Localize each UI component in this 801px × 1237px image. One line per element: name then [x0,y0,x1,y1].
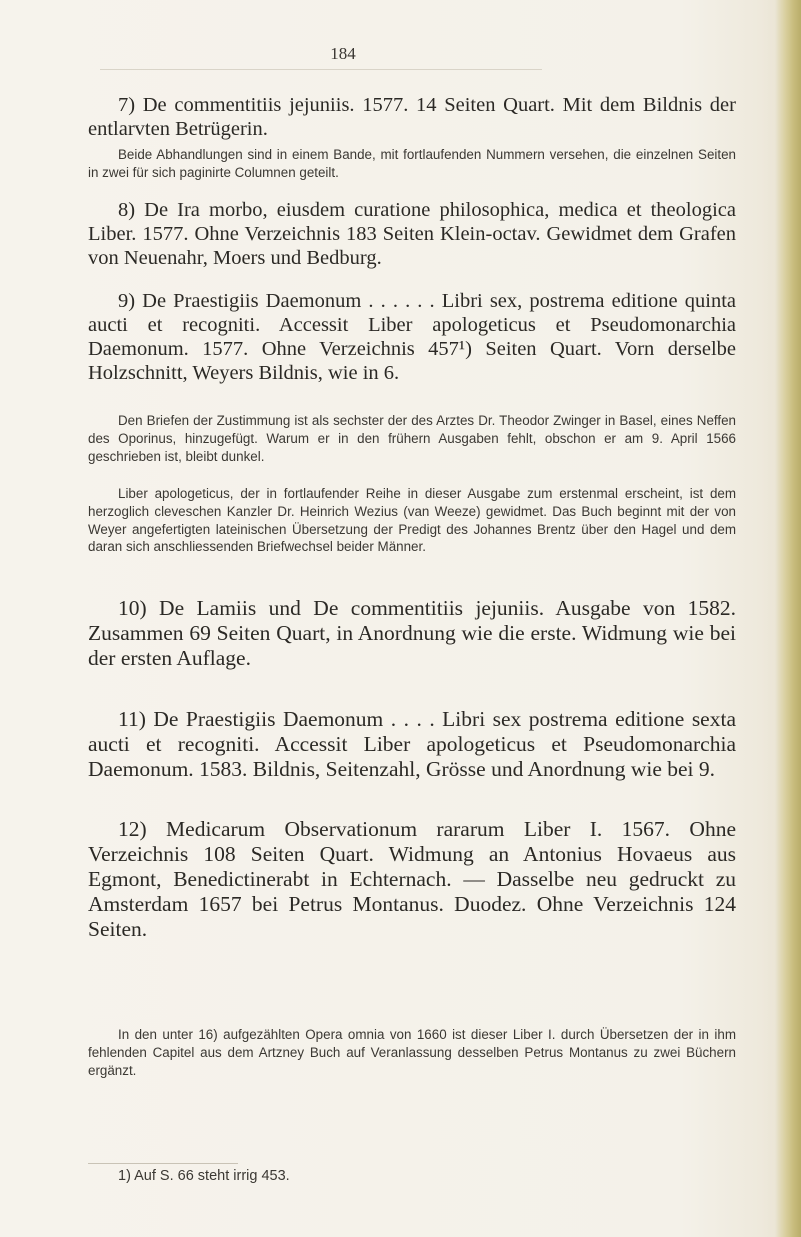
entry-8: 8) De Ira morbo, eiusdem curatione philosophica, medica et theologica Liber. 1577. Ohne Verzeichnis 183 Seiten Klein-octav. Gewidmet dem Grafen von Neuenahr, Moers und Bedburg. [88,199,736,269]
entry-10: 10) De Lamiis und De commentitiis jejuniis. Ausgabe von 1582. Zusammen 69 Seiten Quart, in Anordnung wie die erste. Widmung wie bei der ersten Auflage. [88,596,736,670]
entry-7: 7) De commentitiis jejuniis. 1577. 14 Seiten Quart. Mit dem Bildnis der entlarvten Betrügerin. [88,94,736,140]
header-rule [100,69,542,70]
entry-9: 9) De Praestigiis Daemonum . . . . . . Libri sex, postrema editione quinta aucti et recogniti. Accessit Liber apologeticus et Pseudomonarchia Daemonum. 1577. Ohne Verzeichnis 457¹) Seiten Quart. Vorn derselbe Holzschnitt, Weyers Bildnis, wie in 6. [88,290,736,384]
entry-7-note: Beide Abhandlungen sind in einem Bande, mit fortlaufenden Nummern versehen, die einzelnen Seiten in zwei für sich paginirte Columnen geteilt. [88,147,736,180]
entry-12: 12) Medicarum Observationum rararum Liber I. 1567. Ohne Verzeichnis 108 Seiten Quart. Widmung an Antonius Hovaeus aus Egmont, Benedictinerabt in Echternach. — Dasselbe neu gedruckt zu Amsterdam 1657 bei Petrus Montanus. Duodez. Ohne Verzeichnis 124 Seiten. [88,817,736,941]
entry-9-note: Den Briefen der Zustimmung ist als sechster der des Arztes Dr. Theodor Zwinger in Basel, eines Neffen des Oporinus, hinzugefügt. Warum er in den frühern Ausgaben fehlt, obschon er am 9. April 1566 geschrieben ist, bleibt dunkel. [88,413,736,464]
footnote: 1) Auf S. 66 steht irrig 453. [118,1168,290,1184]
page-edge-shadow [775,0,801,1237]
entry-9-note-2: Liber apologeticus, der in fortlaufender Reihe in dieser Ausgabe zum erstenmal erscheint, ist dem herzoglich cleveschen Kanzler Dr. Heinrich Wezius (van Weeze) gewidmet. Das Buch beginnt mit der von Weyer angefertigten lateinischen Übersetzung der Predigt des Johannes Brentz über den Hagel und dem daran sich anschliessenden Briefwechsel beider Männer. [88,486,736,555]
footnote-rule [88,1163,238,1164]
entry-12-note: In den unter 16) aufgezählten Opera omnia von 1660 ist dieser Liber I. durch Übersetzen der in ihm fehlenden Capitel aus dem Artzney Buch auf Veranlassung desselben Petrus Montanus zu zwei Büchern ergänzt. [88,1027,736,1078]
page-number: 184 [330,44,356,63]
entry-11: 11) De Praestigiis Daemonum . . . . Libri sex postrema editione sexta aucti et recogniti. Accessit Liber apologeticus et Pseudomonarchia Daemonum. 1583. Bildnis, Seitenzahl, Grösse und Anordnung wie bei 9. [88,707,736,781]
